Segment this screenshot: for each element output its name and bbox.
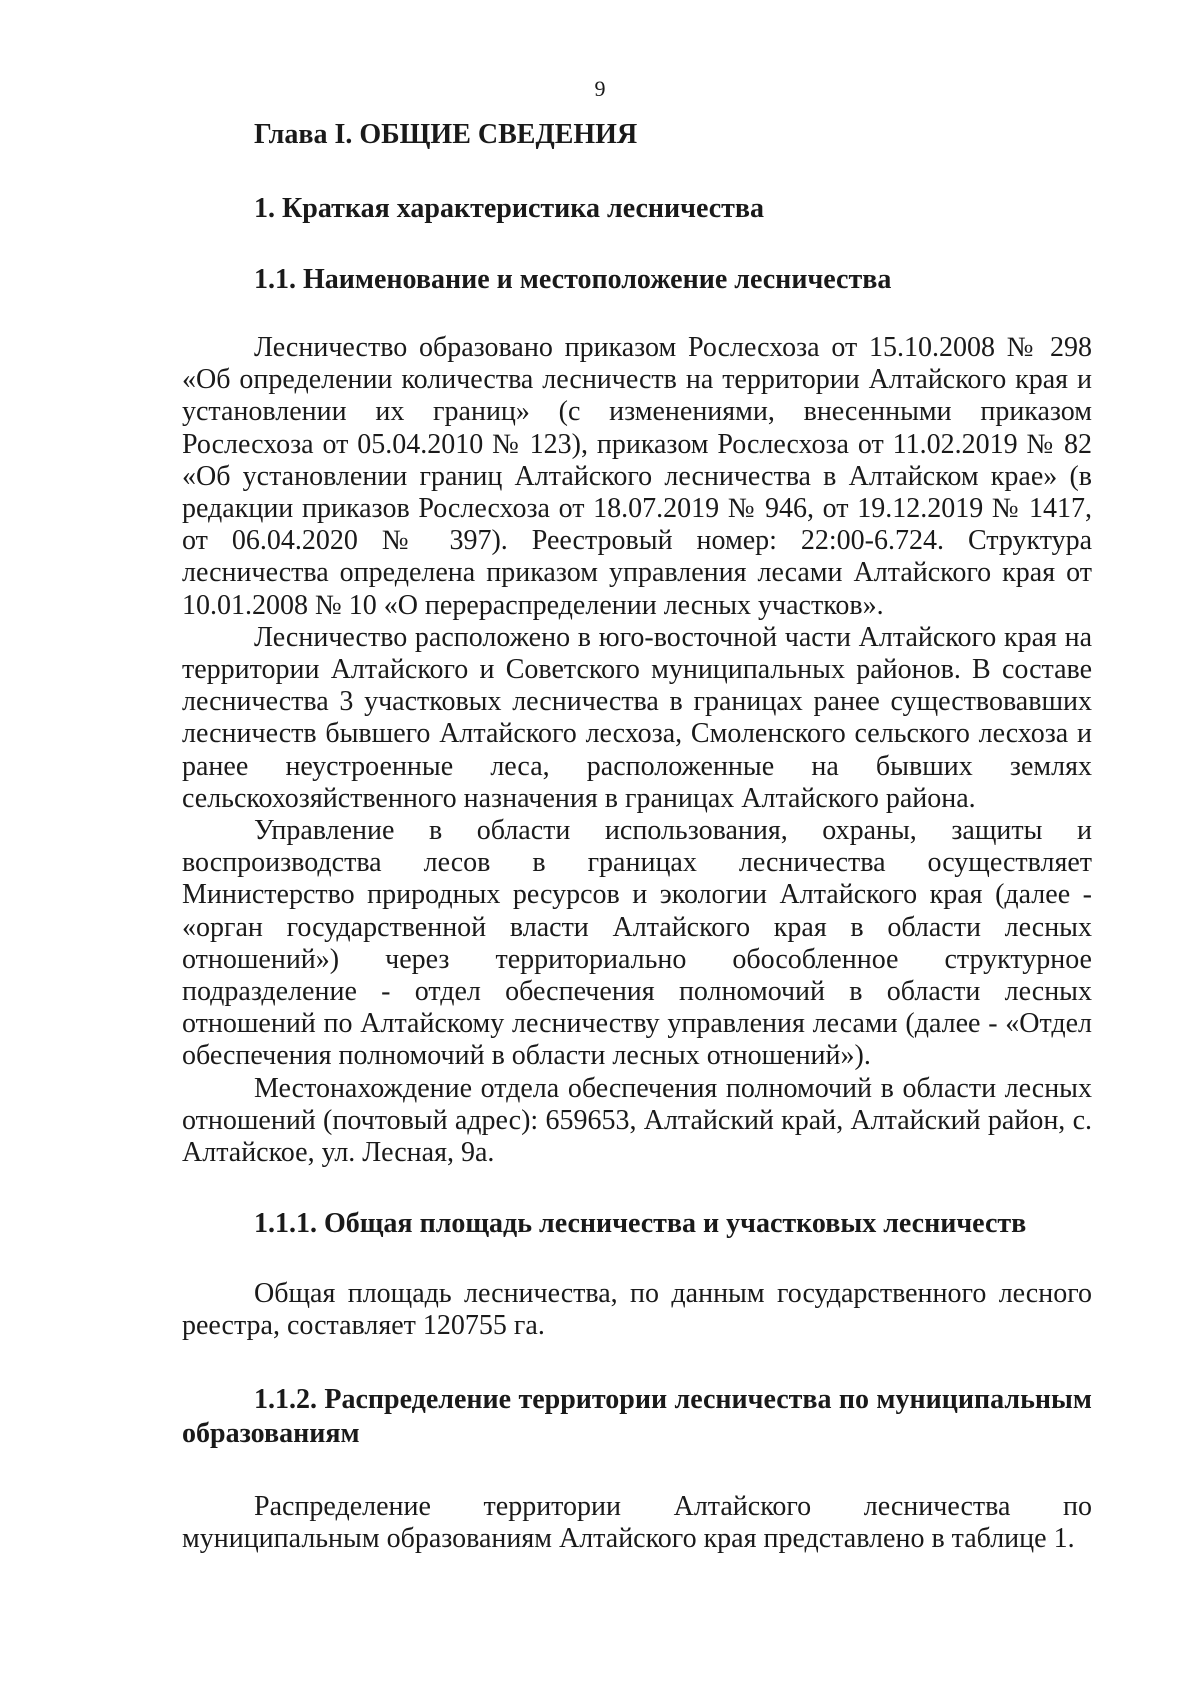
subsection-title: 1.1. Наименование и местоположение лесничества xyxy=(254,264,892,295)
paragraph-distribution: Распределение территории Алтайского лесничества по муниципальным образованиям Алтайского края представлено в таблице 1. xyxy=(182,1490,1092,1554)
paragraph-establishment: Лесничество образовано приказом Рослесхоза от 15.10.2008 № 298 «Об определении количества лесничеств на территории Алтайского края и установлении их границ» (с изменениями, внесенными приказом Рослесхоза от 05.04.2010 № 123), приказом Рослесхоза от 11.02.2019 № 82 «Об установлении границ Алтайского лесничества в Алтайском крае» (в редакции приказов Рослесхоза от 18.07.2019 № 946, от 19.12.2019 № 1417, от 06.04.2020 № 397). Реестровый номер: 22:00-6.724. Структура лесничества определена приказом управления лесами Алтайского края от 10.01.2008 № 10 «О перераспределении лесных участков». xyxy=(182,332,1092,621)
paragraph-area: Общая площадь лесничества, по данным государственного лесного реестра, составляет 120755 га. xyxy=(182,1278,1092,1342)
page-number: 9 xyxy=(594,76,606,101)
paragraph-management: Управление в области использования, охраны, защиты и воспроизводства лесов в границах лесничества осуществляет Министерство природных ресурсов и экологии Алтайского края (далее - «орган государственной власти Алтайского края в области лесных отношений») через территориально обособленное структурное подразделение - отдел обеспечения полномочий в области лесных отношений по Алтайскому лесничеству управления лесами (далее - «Отдел обеспечения полномочий в области лесных отношений»). xyxy=(182,815,1092,1072)
paragraph-address: Местонахождение отдела обеспечения полномочий в области лесных отношений (почтовый адрес): 659653, Алтайский край, Алтайский район, с. Алтайское, ул. Лесная, 9а. xyxy=(182,1072,1092,1169)
subsubsection-area-title: 1.1.1. Общая площадь лесничества и участковых лесничеств xyxy=(254,1208,1027,1240)
paragraph-location: Лесничество расположено в юго-восточной части Алтайского края на территории Алтайского и Советского муниципальных районов. В составе лесничества 3 участковых лесничества в границах ранее существовавших лесничеств бывшего Алтайского лесхоза, Смоленского сельского лесхоза и ранее неустроенные леса, расположенные на бывших землях сельскохозяйственного назначения в границах Алтайского района. xyxy=(182,621,1092,814)
section-title: 1. Краткая характеристика лесничества xyxy=(254,193,765,224)
subsubsection-distribution-title: 1.1.2. Распределение территории лесничества по муниципальным образованиям xyxy=(182,1383,1092,1449)
chapter-title: Глава I. ОБЩИЕ СВЕДЕНИЯ xyxy=(254,119,638,150)
document-body xyxy=(182,118,1092,1555)
